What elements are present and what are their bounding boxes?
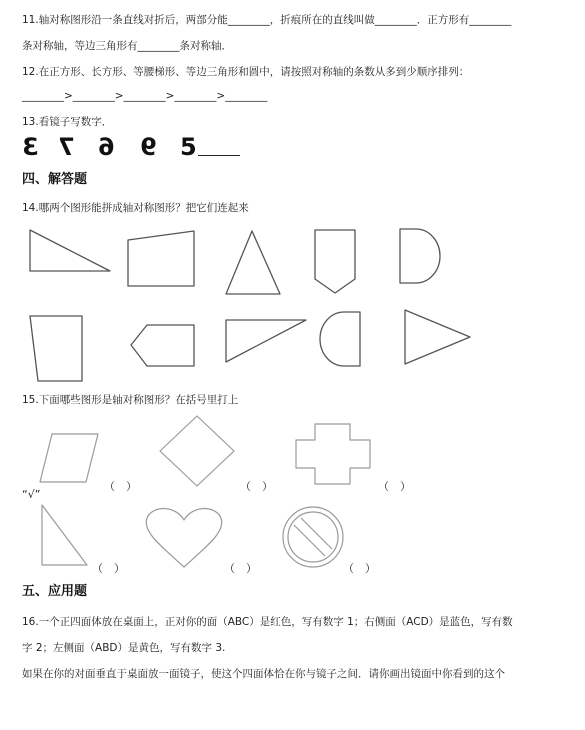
q15-paren-2: （ ） [240,480,273,493]
q15-check-mark: “√” [22,488,41,501]
q15-paren-1: （ ） [104,480,137,493]
mirror-digit-9: 9 [140,133,157,161]
q16-line1: 16.一个正四面体放在桌面上，正对你的面（ABC）是红色，写有数字 1；右侧面（ACD）是蓝色，写有数 [22,616,513,628]
no-sign-bar-bottom [301,518,332,549]
q12-line1: 12.在正方形、长方形、等腰梯形、等边三角形和圆中，请按照对称轴的条数从多到少顺序排列： [22,66,470,78]
section-five-heading: 五、应用题 [22,584,88,599]
heart-shape [146,509,222,567]
q16-line3: 如果在你的对面垂直于桌面放一面镜子，使这个四面体恰在你与镜子之间．请你画出镜面中你看到的这个 [22,668,505,680]
q15-paren-3: （ ） [378,480,411,493]
q12-line2: ________>________>________>________>________ [22,90,268,102]
q16-line2: 字 2；左侧面（ABD）是黄色，写有数字 3. [22,642,226,654]
q15-paren-5: （ ） [224,562,257,575]
mirror-digit-3: 3 [22,133,39,161]
q15-title: 15.下面哪些图形是轴对称图形？在括号里打上 [22,394,239,406]
q11-line1: 11.轴对称图形沿一条直线对折后，两部分能________，折痕所在的直线叫做________．正方形有________ [22,14,512,26]
q15-paren-6: （ ） [343,562,376,575]
mirror-digit-7: 7 [58,133,75,161]
rhombus-shape [160,416,234,486]
tall-triangle-shape [42,505,87,565]
section-four-heading: 四、解答题 [22,172,88,187]
q14-title: 14.哪两个图形能拼成轴对称图形？把它们连起来 [22,202,249,214]
cross-shape [296,424,370,484]
q15-paren-4: （ ） [92,562,125,575]
no-sign-shape [283,507,343,567]
q11-line2: 条对称轴，等边三角形有________条对称轴． [22,40,232,52]
parallelogram-shape [40,434,98,482]
mirror-digit-5: 5 [180,133,197,161]
q13-title: 13.看镜子写数字． [22,116,113,128]
mirror-digit-6: 6 [98,133,115,161]
no-sign-inner-ring [288,512,338,562]
no-sign-bar-top [294,525,325,556]
